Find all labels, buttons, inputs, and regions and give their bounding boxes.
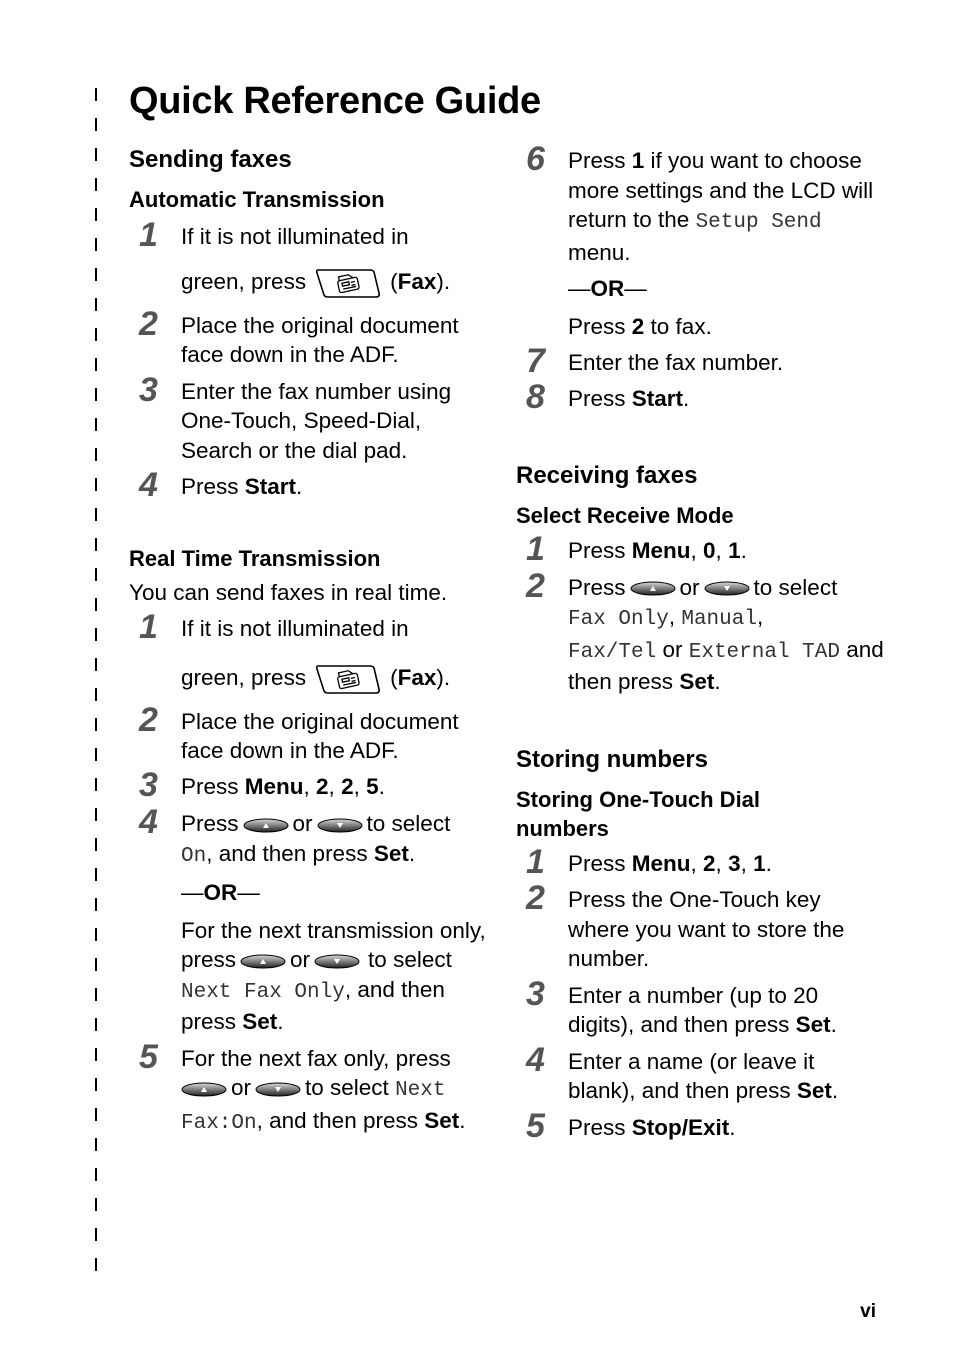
paren: ( xyxy=(390,268,398,294)
margin-dash xyxy=(95,238,97,251)
one-touch-heading: Storing One-Touch Dial numbers xyxy=(516,786,761,841)
lcd-option: Manual xyxy=(681,608,757,631)
auto-step-3 xyxy=(129,370,489,466)
rt-step-7 xyxy=(516,342,886,380)
step-number: 6 xyxy=(526,140,545,178)
margin-dash xyxy=(95,88,97,101)
step-text: Press xyxy=(568,1114,632,1140)
lcd-option: Next Fax:On xyxy=(181,1079,446,1135)
step-number: 4 xyxy=(526,1040,545,1079)
down-arrow-key-icon xyxy=(317,818,363,833)
key-label: 2 xyxy=(341,773,354,799)
margin-dash xyxy=(95,988,97,1001)
menu-label: Menu xyxy=(631,538,691,563)
store-step-4 xyxy=(516,1040,886,1106)
step-text: menu. xyxy=(568,239,631,265)
store-step-5 xyxy=(516,1106,886,1145)
down-arrow-key-icon xyxy=(314,954,360,969)
set-label: Set xyxy=(424,1107,460,1133)
key-label: 3 xyxy=(728,850,741,876)
sep: , xyxy=(715,850,729,876)
store-step-3 xyxy=(516,974,886,1040)
start-label: Start xyxy=(244,474,297,500)
auto-step-4 xyxy=(129,466,489,505)
page-number: vi xyxy=(860,1301,876,1322)
key-label: 1 xyxy=(728,538,741,563)
auto-step-1 xyxy=(129,216,489,299)
dash: — xyxy=(568,276,591,301)
fax-button-icon xyxy=(314,267,382,299)
margin-dash xyxy=(95,268,97,281)
margin-dash xyxy=(95,1018,97,1031)
step-text: Press xyxy=(181,474,245,500)
fax-button-icon xyxy=(314,663,382,695)
step-number: 3 xyxy=(139,370,158,409)
margin-dash xyxy=(95,118,97,131)
alt-instruction xyxy=(568,312,886,342)
step-text: Press xyxy=(568,385,632,411)
margin-dash xyxy=(95,358,97,371)
set-label: Set xyxy=(796,1078,832,1103)
step-text: If it is not illuminated in xyxy=(181,616,409,642)
key-label: 0 xyxy=(703,538,716,563)
storing-heading: Storing numbers xyxy=(516,745,709,773)
step-number: 1 xyxy=(526,842,545,881)
margin-dash xyxy=(95,1108,97,1121)
step-number: 8 xyxy=(526,377,545,416)
step-number: 1 xyxy=(139,216,158,254)
key-label: 5 xyxy=(366,773,379,799)
margin-dash xyxy=(95,598,97,611)
step-number: 4 xyxy=(139,803,158,842)
step-text: Press xyxy=(181,811,239,837)
auto-transmission-heading: Automatic Transmission xyxy=(129,187,385,212)
stop-exit-label: Stop/Exit xyxy=(631,1114,730,1140)
set-label: Set xyxy=(373,840,409,866)
fax-label: Fax xyxy=(397,664,437,690)
margin-dash xyxy=(95,1168,97,1181)
key-label: 2 xyxy=(316,773,329,799)
step-text: Place the original document face down in the ADF. xyxy=(181,708,459,764)
margin-dash xyxy=(95,778,97,791)
up-arrow-key-icon xyxy=(240,954,286,969)
lcd-option: Fax/Tel xyxy=(568,640,657,664)
up-arrow-key-icon xyxy=(181,1082,227,1097)
step-number: 7 xyxy=(526,342,545,380)
or-label: OR xyxy=(590,276,625,301)
margin-dash xyxy=(95,148,97,161)
rt-step-3 xyxy=(129,765,489,804)
margin-dash xyxy=(95,568,97,581)
up-arrow-key-icon xyxy=(243,818,289,833)
auto-step-2 xyxy=(129,304,489,370)
sep: . xyxy=(740,538,747,563)
margin-dash xyxy=(95,868,97,881)
margin-dash xyxy=(95,478,97,491)
lcd-option: Next Fax Only xyxy=(181,980,345,1004)
step-text: , and then press xyxy=(181,976,445,1035)
or-text: or xyxy=(292,811,313,837)
step-text: . xyxy=(277,1009,284,1035)
or-text: or xyxy=(290,947,311,973)
margin-dash xyxy=(95,898,97,911)
step-text: If it is not illuminated in xyxy=(181,224,409,249)
sep: , xyxy=(690,850,704,876)
rt-step-1 xyxy=(129,608,489,695)
margin-dash xyxy=(95,688,97,701)
sep: , xyxy=(328,773,342,799)
set-label: Set xyxy=(242,1009,278,1035)
step-text: to fax. xyxy=(644,313,712,339)
step-text: Enter a number (up to 20 digits), and then press xyxy=(568,982,819,1037)
dash: — xyxy=(237,880,260,906)
step-text: and then press xyxy=(568,636,884,694)
margin-dash xyxy=(95,208,97,221)
alt-instruction xyxy=(181,916,489,1037)
set-label: Set xyxy=(679,669,715,694)
margin-dash xyxy=(95,1198,97,1211)
step-number: 1 xyxy=(526,530,545,568)
up-arrow-key-icon xyxy=(630,581,676,596)
or-label: OR xyxy=(203,880,238,906)
recv-step-1 xyxy=(516,530,886,568)
down-arrow-key-icon xyxy=(704,581,750,596)
or-divider xyxy=(568,274,886,304)
margin-dash xyxy=(95,298,97,311)
margin-dash xyxy=(95,1078,97,1091)
step-text: Press xyxy=(568,538,632,563)
receive-mode-heading: Select Receive Mode xyxy=(516,503,734,528)
receiving-heading: Receiving faxes xyxy=(516,462,698,489)
down-arrow-key-icon xyxy=(255,1082,301,1097)
margin-dash xyxy=(95,1258,97,1271)
step-number: 1 xyxy=(139,608,158,647)
set-label: Set xyxy=(795,1012,831,1037)
step-text: , and then press xyxy=(256,1107,425,1133)
step-text: to select xyxy=(366,811,451,837)
rt-step-4 xyxy=(129,803,489,1037)
step-text: . xyxy=(831,1078,839,1103)
step-number: 3 xyxy=(526,974,545,1013)
step-number: 3 xyxy=(139,765,158,804)
margin-dash xyxy=(95,178,97,191)
step-text: Press the One-Touch key where you want to store the number. xyxy=(568,887,845,971)
sep: , xyxy=(303,773,317,799)
page-title: Quick Reference Guide xyxy=(129,80,541,122)
sep: , xyxy=(740,850,754,876)
or-text: or xyxy=(679,574,700,600)
step-text: Enter a name (or leave it blank), and then press xyxy=(568,1048,815,1103)
key-label: 2 xyxy=(703,850,716,876)
sep: , xyxy=(668,604,682,629)
margin-dash xyxy=(95,718,97,731)
margin-dash xyxy=(95,958,97,971)
sending-heading: Sending faxes xyxy=(129,146,292,173)
margin-dash xyxy=(95,1048,97,1061)
store-step-2 xyxy=(516,879,886,974)
rt-step-2 xyxy=(129,700,489,766)
step-text: to select xyxy=(753,574,838,600)
dash: — xyxy=(181,880,204,906)
sep: , xyxy=(756,604,764,629)
step-text: Press xyxy=(568,574,626,600)
step-text: . xyxy=(683,385,690,411)
lcd-option: Setup Send xyxy=(695,211,822,234)
step-text: Press xyxy=(568,313,632,339)
rt-step-8 xyxy=(516,377,886,416)
right-column xyxy=(516,140,886,1145)
step-text: green, press xyxy=(181,268,307,294)
rt-step-6 xyxy=(516,140,886,341)
lcd-option: Fax Only xyxy=(568,608,669,631)
paren: ). xyxy=(436,268,451,294)
key-label: 1 xyxy=(753,850,766,876)
step-number: 2 xyxy=(526,879,545,917)
margin-dash xyxy=(95,388,97,401)
margin-dash xyxy=(95,838,97,851)
step-text: Enter the fax number using One-Touch, Speed-Dial, Search or the dial pad. xyxy=(181,378,452,463)
step-text: Place the original document face down in the ADF. xyxy=(181,312,459,368)
margin-dash xyxy=(95,628,97,641)
margin-dash xyxy=(95,928,97,941)
step-text: . xyxy=(296,474,303,500)
margin-dash xyxy=(95,1228,97,1241)
sep: or xyxy=(656,636,689,662)
lcd-option: External TAD xyxy=(688,640,840,664)
step-text: if you want to choose more settings and the LCD will return to the xyxy=(568,148,874,232)
margin-dash xyxy=(95,328,97,341)
step-text: . xyxy=(729,1114,736,1140)
paren: ( xyxy=(390,664,398,690)
start-label: Start xyxy=(631,385,684,411)
step-text: For the next fax only, press xyxy=(181,1045,451,1071)
key-label: 2 xyxy=(631,313,645,339)
sep: , xyxy=(353,773,367,799)
step-number: 4 xyxy=(139,466,158,505)
sep: . xyxy=(765,850,772,876)
margin-dash xyxy=(95,808,97,821)
realtime-heading: Real Time Transmission xyxy=(129,545,381,571)
step-text: Press xyxy=(181,773,245,799)
menu-label: Menu xyxy=(244,773,304,799)
sep: . xyxy=(378,773,385,799)
sep: , xyxy=(690,538,704,563)
key-label: 1 xyxy=(631,148,645,173)
lcd-option: On xyxy=(181,844,207,868)
step-text: For the next transmission only, press xyxy=(181,917,486,973)
step-text: Press xyxy=(568,850,632,876)
margin-dash xyxy=(95,538,97,551)
step-text: , and then press xyxy=(206,840,374,866)
step-number: 5 xyxy=(139,1037,158,1076)
store-step-1 xyxy=(516,842,886,881)
step-number: 2 xyxy=(526,566,545,605)
step-text: to select xyxy=(305,1075,396,1101)
step-text: . xyxy=(714,669,721,694)
margin-dash xyxy=(95,658,97,671)
step-text: Enter the fax number. xyxy=(568,350,784,375)
margin-dash xyxy=(95,508,97,521)
step-number: 5 xyxy=(526,1106,545,1145)
step-text: Press xyxy=(568,148,632,173)
margin-dash xyxy=(95,448,97,461)
step-number: 2 xyxy=(139,304,158,343)
step-text: . xyxy=(408,840,416,866)
rt-step-5 xyxy=(129,1037,489,1139)
step-text: . xyxy=(459,1107,466,1133)
dash: — xyxy=(624,276,647,301)
margin-dash xyxy=(95,418,97,431)
step-text: to select xyxy=(368,947,452,973)
step-text: green, press xyxy=(181,664,307,690)
margin-dash xyxy=(95,1138,97,1151)
or-text: or xyxy=(231,1075,252,1101)
fax-label: Fax xyxy=(397,268,437,294)
recv-step-2 xyxy=(516,566,886,697)
step-text: . xyxy=(830,1012,837,1037)
or-divider xyxy=(181,878,489,908)
left-column xyxy=(129,145,489,1138)
realtime-intro: You can send faxes in real time. xyxy=(129,579,448,605)
sep: , xyxy=(715,538,729,563)
margin-dash xyxy=(95,748,97,761)
paren: ). xyxy=(436,664,451,690)
menu-label: Menu xyxy=(631,850,691,876)
step-number: 2 xyxy=(139,700,158,739)
